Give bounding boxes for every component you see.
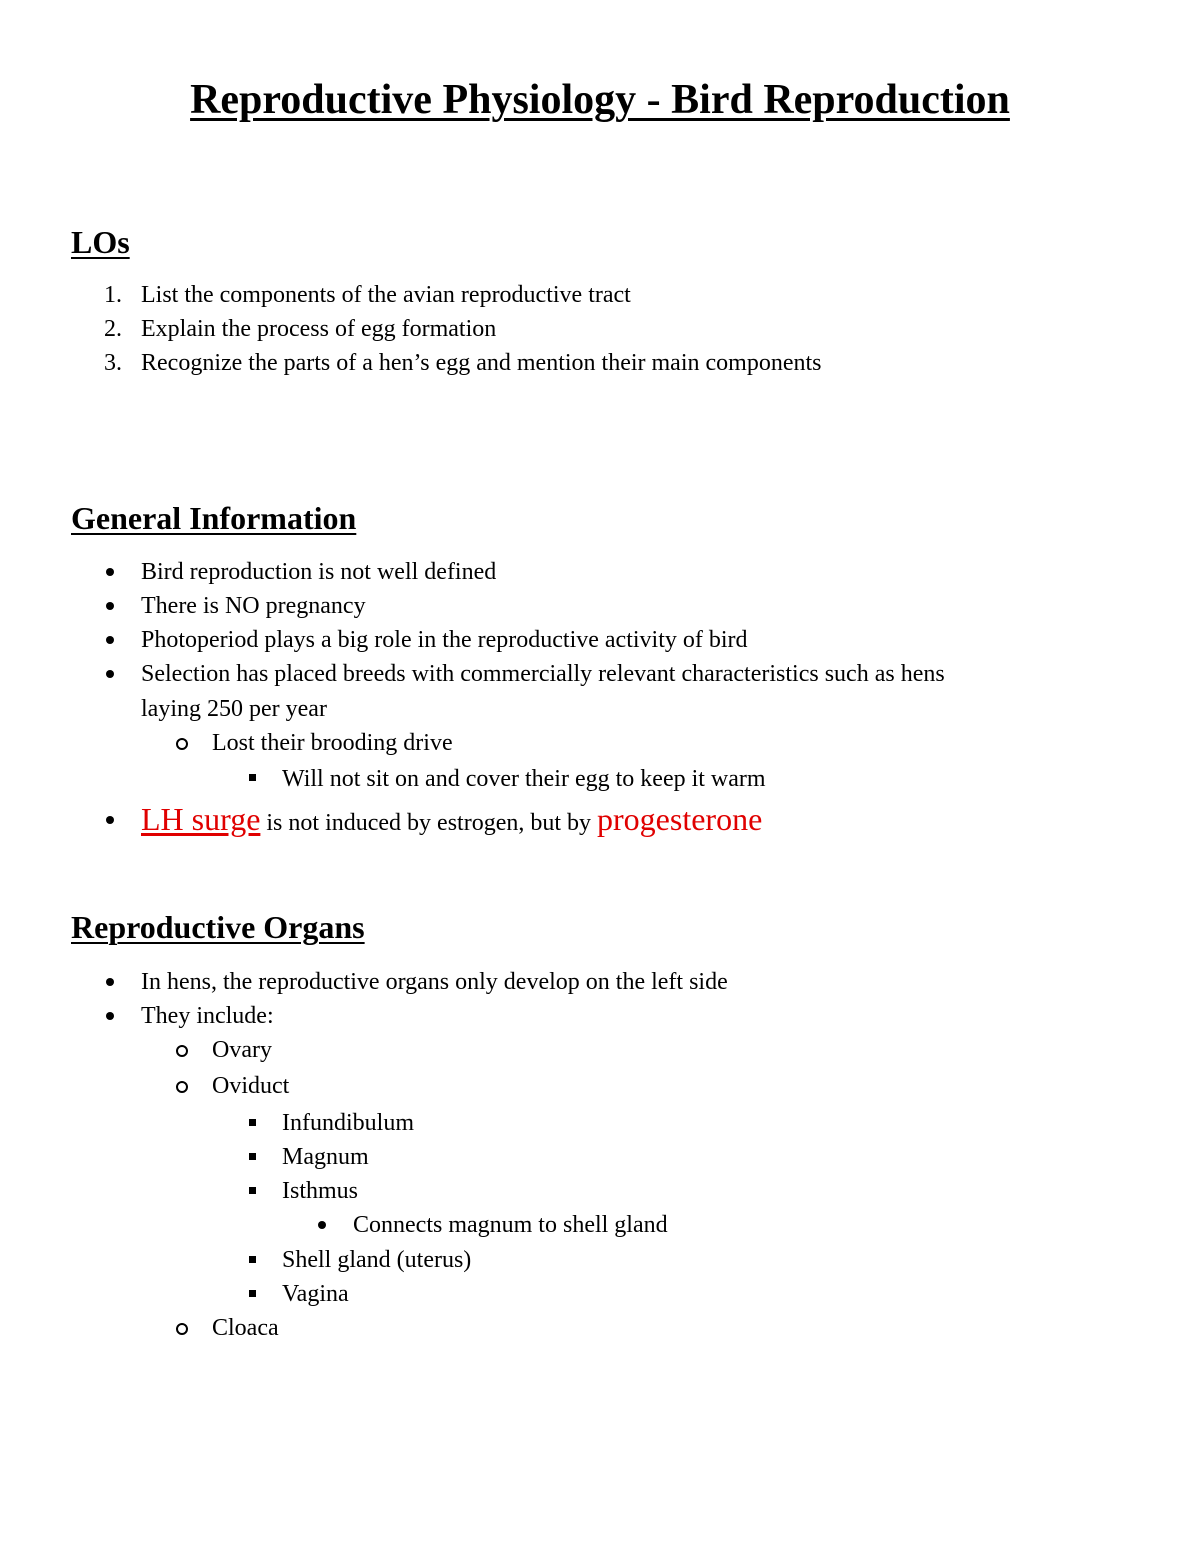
square-bullet-icon	[249, 1290, 256, 1297]
general-item-3: Photoperiod plays a big role in the reproductive activity of bird	[141, 627, 748, 653]
oviduct-part-infundibulum: Infundibulum	[282, 1110, 414, 1136]
organs-item-2: They include:	[141, 1003, 274, 1029]
general-sub-item: Lost their brooding drive	[212, 730, 453, 756]
los-heading: LOs	[71, 224, 130, 260]
square-bullet-icon	[249, 1256, 256, 1263]
square-bullet-icon	[249, 1187, 256, 1194]
bullet-icon	[106, 568, 114, 576]
oviduct-part-isthmus: Isthmus	[282, 1178, 359, 1204]
isthmus-note: Connects magnum to shell gland	[353, 1212, 668, 1238]
ring-bullet-icon	[176, 1045, 188, 1057]
bullet-icon	[106, 978, 114, 986]
organ-cloaca: Cloaca	[212, 1315, 279, 1341]
bullet-icon	[318, 1221, 326, 1229]
general-item-1: Bird reproduction is not well defined	[141, 559, 497, 585]
ring-bullet-icon	[176, 1081, 188, 1093]
lh-surge-line	[141, 798, 762, 844]
ring-bullet-icon	[176, 1323, 188, 1335]
square-bullet-icon	[249, 1119, 256, 1126]
lo-number-3: 3.	[104, 350, 122, 376]
organ-oviduct: Oviduct	[212, 1073, 290, 1099]
general-sub-sub-item: Will not sit on and cover their egg to keep it warm	[282, 766, 766, 792]
lo-item-1: List the components of the avian reproductive tract	[141, 282, 631, 308]
general-item-4-continued: laying 250 per year	[141, 696, 327, 722]
square-bullet-icon	[249, 1153, 256, 1160]
lh-surge-term: LH surge	[141, 801, 261, 837]
progesterone-term: progesterone	[597, 801, 763, 837]
lh-surge-middle: is not induced by estrogen, but by	[260, 810, 598, 836]
bullet-icon	[106, 1012, 114, 1020]
oviduct-part-shell-gland: Shell gland (uterus)	[282, 1247, 472, 1273]
square-bullet-icon	[249, 774, 256, 781]
bullet-icon	[106, 670, 114, 678]
lo-item-2: Explain the process of egg formation	[141, 316, 497, 342]
organs-item-1: In hens, the reproductive organs only develop on the left side	[141, 969, 728, 995]
ring-bullet-icon	[176, 738, 188, 750]
general-heading: General Information	[71, 500, 357, 536]
bullet-icon	[106, 602, 114, 610]
organ-ovary: Ovary	[212, 1037, 272, 1063]
lo-number-1: 1.	[104, 282, 122, 308]
bullet-icon	[106, 636, 114, 644]
lo-number-2: 2.	[104, 316, 122, 342]
page-title: Reproductive Physiology - Bird Reproduction	[190, 77, 1010, 123]
general-item-2: There is NO pregnancy	[141, 593, 366, 619]
general-item-4: Selection has placed breeds with commercially relevant characteristics such as hens	[141, 661, 945, 687]
oviduct-part-vagina: Vagina	[282, 1281, 349, 1307]
bullet-icon	[106, 816, 114, 824]
lo-item-3: Recognize the parts of a hen’s egg and mention their main components	[141, 350, 822, 376]
organs-heading: Reproductive Organs	[71, 909, 365, 945]
oviduct-part-magnum: Magnum	[282, 1144, 369, 1170]
